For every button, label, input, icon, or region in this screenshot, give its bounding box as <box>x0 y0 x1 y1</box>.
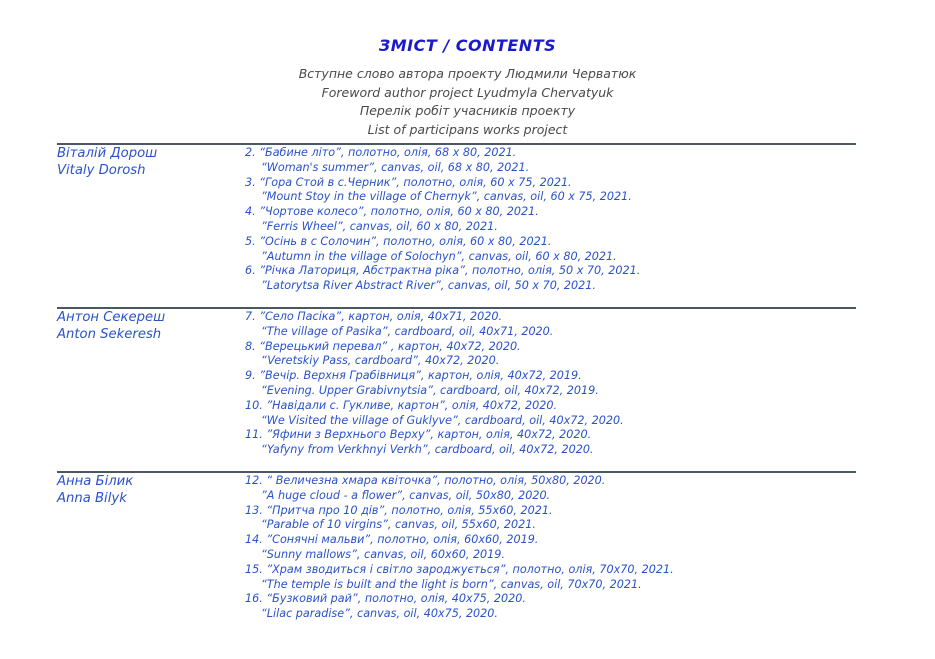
artist-name-ua: Віталій Дорош <box>57 146 158 161</box>
work-title-en: ”Mount Stoy in the village of Chernyk”, canvas, oil, 60 x 75, 2021. <box>261 190 632 204</box>
work-title-en: ”Ferris Wheel”, canvas, oil, 60 x 80, 2021. <box>261 219 498 233</box>
work-title-en: “The village of Pasika”, cardboard, oil, 40x71, 2020. <box>261 324 554 338</box>
work-title-en: “Veretskiy Pass, cardboard”, 40x72, 2020. <box>261 354 500 368</box>
intro-line: Вступне слово автора проекту Людмили Черватюк <box>298 66 637 81</box>
works-list <box>245 474 674 622</box>
section-divider <box>57 307 856 309</box>
work-title-ua: 10. ”Навідали с. Гукливе, картон”, олія, 40x72, 2020. <box>245 398 558 412</box>
intro-line: Перелік робіт учасників проекту <box>359 103 576 119</box>
work-title-en: “Lilac paradise”, canvas, oil, 40x75, 2020. <box>261 607 498 621</box>
work-title-en: ”Latorytsa River Abstract River”, canvas, oil, 50 x 70, 2021. <box>261 279 596 293</box>
work-title-ua: 14. ”Сонячні мальви”, полотно, олія, 60x60, 2019. <box>245 533 539 547</box>
artist-name-en: Anna Bilyk <box>57 491 127 506</box>
work-title-ua: 9. ”Вечір. Верхня Грабівниця”, картон, олія, 40x72, 2019. <box>245 369 582 383</box>
work-title-en: ”A huge cloud - a flower”, canvas, oil, 50x80, 2020. <box>261 488 551 502</box>
work-title-ua: 8. “Верецький перевал” , картон, 40x72, 2020. <box>245 339 521 353</box>
work-title-en: “Woman's summer”, canvas, oil, 68 x 80, 2021. <box>261 160 530 174</box>
intro-block <box>0 65 935 140</box>
artist-name-ua: Анна Білик <box>57 474 134 489</box>
work-title-en: “Sunny mallows”, canvas, oil, 60x60, 2019. <box>261 547 505 561</box>
artist-name-en: Anton Sekeresh <box>57 327 162 342</box>
page-title: ЗМІСТ / CONTENTS <box>378 36 557 55</box>
section-divider <box>57 143 856 145</box>
work-title-ua: 7. ”Село Пасіка”, картон, олія, 40x71, 2020. <box>245 310 503 323</box>
work-title-ua: 15. ”Храм зводиться і світло зароджується”, полотно, олія, 70x70, 2021. <box>245 562 674 576</box>
work-title-ua: 5. ”Осінь в с Солочин”, полотно, олія, 60 x 80, 2021. <box>245 234 552 248</box>
intro-line: List of participans works project <box>367 122 568 138</box>
work-title-en: “We Visited the village of Guklyve”, cardboard, oil, 40x72, 2020. <box>261 413 624 427</box>
intro-line: Foreword author project Lyudmyla Chervatyuk <box>321 84 614 100</box>
work-title-ua: 4. ”Чортове колесо”, полотно, олія, 60 x 80, 2021. <box>245 205 539 219</box>
artist-name <box>57 309 165 343</box>
works-list <box>245 310 624 458</box>
artist-name <box>57 473 133 507</box>
work-title-en: ”Autumn in the village of Solochyn”, canvas, oil, 60 x 80, 2021. <box>261 249 617 263</box>
work-title-ua: 11. ”Яфини з Верхнього Верху”, картон, олія, 40x72, 2020. <box>245 428 592 442</box>
artist-name <box>57 145 157 179</box>
work-title-ua: 2. “Бабине літо”, полотно, олія, 68 x 80, 2021. <box>245 146 517 159</box>
work-title-ua: 3. “Гора Стой в с.Черник”, полотно, олія, 60 x 75, 2021. <box>245 175 572 189</box>
work-title-ua: 12. “ Величезна хмара квіточка”, полотно, олія, 50x80, 2020. <box>245 474 606 487</box>
work-title-ua: 16. “Бузковий рай”, полотно, олія, 40x75, 2020. <box>245 592 526 606</box>
work-title-en: “Yafyny from Verkhnyi Verkh”, cardboard, oil, 40x72, 2020. <box>261 443 594 457</box>
work-title-en: “The temple is built and the light is born”, canvas, oil, 70x70, 2021. <box>261 577 642 591</box>
section-divider <box>57 471 856 473</box>
work-title-ua: 6. ”Річка Латориця, Абстрактна ріка”, полотно, олія, 50 x 70, 2021. <box>245 264 641 278</box>
work-title-en: “Evening. Upper Grabivnytsia”, cardboard, oil, 40x72, 2019. <box>261 383 599 397</box>
work-title-en: “Parable of 10 virgins”, canvas, oil, 55x60, 2021. <box>261 518 536 532</box>
artist-name-ua: Антон Секереш <box>57 310 166 325</box>
work-title-ua: 13. “Притча про 10 дів”, полотно, олія, 55x60, 2021. <box>245 503 553 517</box>
works-list <box>245 146 640 294</box>
artist-name-en: Vitaly Dorosh <box>57 163 146 178</box>
